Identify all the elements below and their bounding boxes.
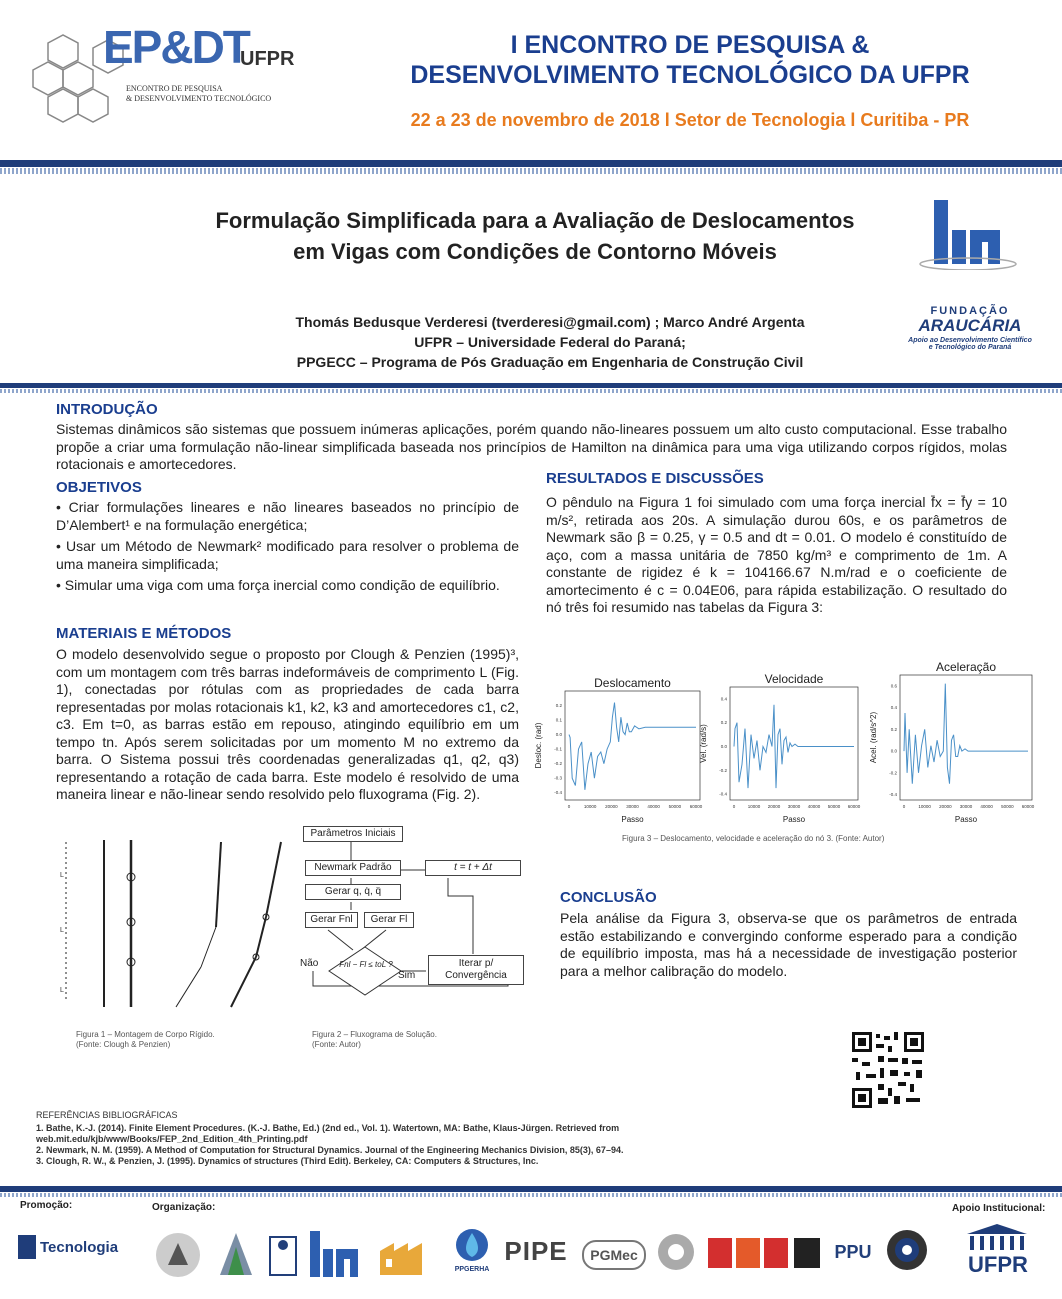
tecnologia-icon <box>18 1235 36 1259</box>
araucaria-logo <box>905 305 1035 351</box>
svg-text:L: L <box>60 927 64 934</box>
svg-text:L: L <box>60 987 64 994</box>
refs-list <box>36 1123 786 1167</box>
fc-nao-label: Não <box>300 958 319 969</box>
conclusao-text: Pela análise da Figura 3, observa-se que os parâmetros de entrada estão estabilizando e convergindo conforme esperado para a condição de equilíbrio imposta, mas há a necessidade de investigação posterior para a melhor calibração do modelo. <box>560 910 1017 979</box>
logo-sub2: & DESENVOLVIMENTO TECNOLÓGICO <box>126 94 272 103</box>
fc-parametros-iniciais: Parâmetros Iniciais <box>303 826 403 842</box>
chart-ylabel: Desloc. (rad) <box>534 722 543 769</box>
objetivo-item: • Usar um Método de Newmark² modificado para resolver o problema de uma maneira simplificada; <box>56 538 519 572</box>
title-dots <box>0 389 1062 393</box>
sponsor-name: FUNDAÇÃO <box>930 305 1010 317</box>
ppgecc-logo-icon <box>918 190 1018 270</box>
chart-xtick: 0 <box>902 804 906 809</box>
chart-ytick: 0.0 <box>555 732 562 738</box>
partner-logos-icon <box>654 1228 824 1274</box>
ppgerha-logo-icon <box>452 1225 492 1265</box>
chart-xtick: 60000 <box>847 804 861 809</box>
ppu-logo: PPU <box>834 1242 872 1262</box>
chart-xtick: 30000 <box>787 804 801 809</box>
fc-sim-label: Sim <box>398 970 416 981</box>
pipe-logo: PIPE <box>504 1236 568 1266</box>
chart-ytick: -0.3 <box>554 775 562 781</box>
chart-frame <box>900 675 1032 800</box>
metodos-heading: MATERIAIS E MÉTODOS <box>56 625 232 642</box>
chart-xtick: 30000 <box>626 804 639 809</box>
fc-decision-text: Fnl − Fl ≤ toL ? <box>339 960 393 969</box>
chart-xlabel: Passo <box>782 815 806 824</box>
objetivos-heading: OBJETIVOS <box>56 479 142 496</box>
footer-apoio: Apoio Institucional: <box>952 1203 1046 1214</box>
footer-divider <box>0 1186 1062 1192</box>
circle-logo-icon <box>882 1226 932 1274</box>
metodos-text: O modelo desenvolvido segue o proposto por Clough & Penzien (1995)³, com um montagem com três barras indeformáveis de comprimento L (Fig. 1), conectadas por rótulas com as propriedades de cada barra representadas por molas rotacionais k1, k2, k3 and amortecedores c1, c2, c3. Em t=0, as barras estão em repouso, atingindo equilíbrio em um tempo tn. Após serem solicitadas por um momento M no extremo da barra. O Sistema possui três coordenadas generalizadas q1, q2, q3) representando a rotação de cada barra. Este modelo é resolvido de uma maneira linear e não-linear sendo resolvido pelo fluxograma (Fig. 2). <box>56 646 519 802</box>
fc-gerar-fnl: Gerar Fnl <box>305 912 358 928</box>
chart-xtick: 20000 <box>767 804 781 809</box>
affiliation-2: PPGECC – Programa de Pós Graduação em Engenharia de Construção Civil <box>296 354 804 370</box>
chart-ytick: -0.4 <box>554 790 562 796</box>
chart-ytick: 0.2 <box>890 726 897 732</box>
chart-ytick: -0.2 <box>554 761 562 767</box>
sponsor-name2: ARAUCÁRIA <box>918 316 1022 335</box>
chart-frame <box>730 687 858 800</box>
paper-title-line1: Formulação Simplificada para a Avaliação de Deslocamentos <box>215 208 855 233</box>
chart-xtick: 10000 <box>918 804 931 809</box>
tecnologia-logo <box>18 1232 133 1262</box>
chart-xtick: 20000 <box>939 804 952 809</box>
sponsor-tag1: Apoio ao Desenvolvimento Científico <box>908 337 1032 344</box>
logo-main: EP&DT <box>103 21 249 73</box>
chart-xtick: 10000 <box>583 804 597 809</box>
objetivos-list <box>56 499 519 595</box>
chart-xtick: 50000 <box>827 804 841 809</box>
fc-gerar-q: Gerar q, q̇, q̈ <box>305 884 401 900</box>
chart-xtick: 0 <box>567 804 571 809</box>
chart-xtick: 40000 <box>980 804 993 809</box>
chart-ytick: 0.1 <box>555 717 562 723</box>
tecnologia-label: Tecnologia <box>40 1238 119 1256</box>
objetivo-item: • Criar formulações lineares e não lineares baseados no princípio de D’Alembert¹ e na formulação energética; <box>56 499 519 533</box>
fc-decision-diamond-icon <box>328 946 402 996</box>
chart-xtick: 60000 <box>689 804 703 809</box>
event-title-line1: I ENCONTRO DE PESQUISA & <box>510 31 870 59</box>
chart-ytick: 0.4 <box>720 696 727 702</box>
ufpr-building-icon <box>962 1222 1032 1252</box>
event-title <box>330 30 1050 90</box>
event-logo <box>18 18 318 143</box>
resultados-heading: RESULTADOS E DISCUSSÕES <box>546 470 764 487</box>
chart-xlabel: Passo <box>621 815 644 824</box>
author-line: Thomás Bedusque Verderesi (tverderesi@gmail.com) ; Marco André Argenta <box>295 314 805 330</box>
chart-xtick: 50000 <box>1001 804 1014 809</box>
footer-dots <box>0 1193 1062 1197</box>
conclusao-heading: CONCLUSÃO <box>560 889 657 906</box>
fc-gerar-fl: Gerar Fl <box>364 912 414 928</box>
fc-newmark-padrao: Newmark Padrão <box>305 860 401 876</box>
chart-xtick: 10000 <box>747 804 761 809</box>
org-logos-icon <box>150 1225 450 1281</box>
chart-ytick: -0.4 <box>719 791 727 797</box>
fig3-charts <box>530 655 1040 830</box>
event-title-line2: DESENVOLVIMENTO TECNOLÓGICO DA UFPR <box>410 61 970 89</box>
chart-xtick: 60000 <box>1021 804 1035 809</box>
ufpr-logo: UFPR <box>968 1252 1028 1277</box>
affiliation-1: UFPR – Universidade Federal do Paraná; <box>414 334 686 350</box>
footer-promocao: Promoção: <box>20 1200 73 1211</box>
chart-ytick: 0.6 <box>890 683 897 689</box>
fig2-caption-line1: Figura 2 – Fluxograma de Solução. <box>312 1030 437 1039</box>
chart-xtick: 50000 <box>668 804 682 809</box>
fig1-caption <box>76 1030 215 1050</box>
fig3-caption: Figura 3 – Deslocamento, velocidade e aceleração do nó 3. (Fonte: Autor) <box>622 834 885 843</box>
fig2-caption <box>312 1030 437 1050</box>
chart-ytick: 0.2 <box>720 720 727 726</box>
chart-xtick: 30000 <box>959 804 973 809</box>
header-divider <box>0 160 1062 167</box>
fig1-rigid-body-diagram <box>56 832 296 1022</box>
ref-item: 2. Newmark, N. M. (1959). A Method of Computation for Structural Dynamics. Journal of the Engineering Mechanics Division, 85(3), 67–94. <box>36 1145 624 1155</box>
chart-ytick: -0.2 <box>889 770 897 776</box>
ppgerha-label: PPGERHA <box>454 1266 490 1273</box>
ref-item: 3. Clough, R. W., & Penzien, J. (1995). Dynamics of structures (Third Edit). Berkeley, CA: Computers & Structures, Inc. <box>36 1156 539 1166</box>
fc-time-step: t = t + Δt <box>425 860 521 876</box>
chart-ytick: -0.1 <box>554 746 562 752</box>
chart-title: Velocidade <box>764 672 824 686</box>
ref-item: 1. Bathe, K.-J. (2014). Finite Element Procedures. (K.-J. Bathe, Ed.) (2nd ed., Vol. 1). Watertown, MA: Bathe, Klaus-Jürgen. Retrieved from web.mit.edu/kjb/www/Books/FEP_2nd_Edition_4th_Printing.pdf <box>36 1123 620 1144</box>
fig1-caption-line1: Figura 1 – Montagem de Corpo Rígido. <box>76 1030 215 1039</box>
chart-title: Aceleração <box>935 660 997 674</box>
chart-ytick: -0.4 <box>889 792 897 798</box>
chart-ylabel: Acel. (rad/s^2) <box>869 711 878 764</box>
qr-code-icon[interactable] <box>852 1032 924 1108</box>
fig2-caption-line2: (Fonte: Autor) <box>312 1040 361 1049</box>
chart-xtick: 0 <box>732 804 736 809</box>
event-date: 22 a 23 de novembro de 2018 l Setor de Tecnologia l Curitiba - PR <box>410 110 970 130</box>
chart-ytick: 0.0 <box>720 743 727 749</box>
fc-iterar: Iterar p/ Convergência <box>428 955 524 985</box>
paper-title-line2: em Vigas com Condições de Contorno Móveis <box>293 239 777 264</box>
chart-ylabel: Vel. (rad/s) <box>699 724 708 763</box>
refs-heading: REFERÊNCIAS BIBLIOGRÁFICAS <box>36 1110 178 1120</box>
pgmec-logo: PGMec <box>582 1240 646 1270</box>
logo-ufpr: UFPR <box>240 48 295 70</box>
chart-title: Deslocamento <box>594 676 671 690</box>
logo-sub1: ENCONTRO DE PESQUISA <box>126 84 223 93</box>
sponsor-tag2: e Tecnológico do Paraná <box>928 344 1012 351</box>
footer-organizacao: Organização: <box>152 1202 216 1213</box>
chart-ytick: 0.2 <box>555 703 562 709</box>
chart-xtick: 20000 <box>605 804 618 809</box>
chart-xtick: 40000 <box>647 804 660 809</box>
paper-title <box>170 205 900 267</box>
title-divider <box>0 383 1062 388</box>
objetivo-item: • Simular uma viga com uma força inercial como condição de equilíbrio. <box>56 577 500 593</box>
chart-ytick: 0.0 <box>890 748 897 754</box>
chart-xtick: 40000 <box>807 804 821 809</box>
chart-ytick: 0.4 <box>890 705 897 711</box>
chart-ytick: -0.2 <box>719 767 727 773</box>
authors <box>200 312 900 372</box>
svg-text:L: L <box>60 872 64 879</box>
fig1-caption-line2: (Fonte: Clough & Penzien) <box>76 1040 171 1049</box>
intro-text: Sistemas dinâmicos são sistemas que possuem inúmeras aplicações, porém quando não-lineares possuem um alto custo computacional. Esse trabalho propõe a criar uma formulação não-linear simplificada baseada nos princípios de Hamilton na dinâmica para uma viga utilizando corpos rígidos, molas rotacionais e amortecedores. <box>56 421 1007 472</box>
chart-xlabel: Passo <box>954 815 978 824</box>
resultados-text: O pêndulo na Figura 1 foi simulado com uma força inercial f̄x = f̄y = 10 m/s², retirada aos 20s. A simulação durou 60s, e os parâmetros de Newmark são β = 0.25, γ = 0.5 and dt = 0.01. O modelo é constituído de aço, com a massa unitária de 7850 kg/m³ e comprimento de 1m. A constante de rigidez é k = 104166.67 N.m/rad e o coeficiente de amortecimento é c = 0.04E06, para rápida estabilização. O resultado do nó três foi resumido nas tabelas da Figura 3: <box>546 494 1007 615</box>
header-dots <box>0 168 1062 174</box>
intro-heading: INTRODUÇÃO <box>56 401 158 418</box>
